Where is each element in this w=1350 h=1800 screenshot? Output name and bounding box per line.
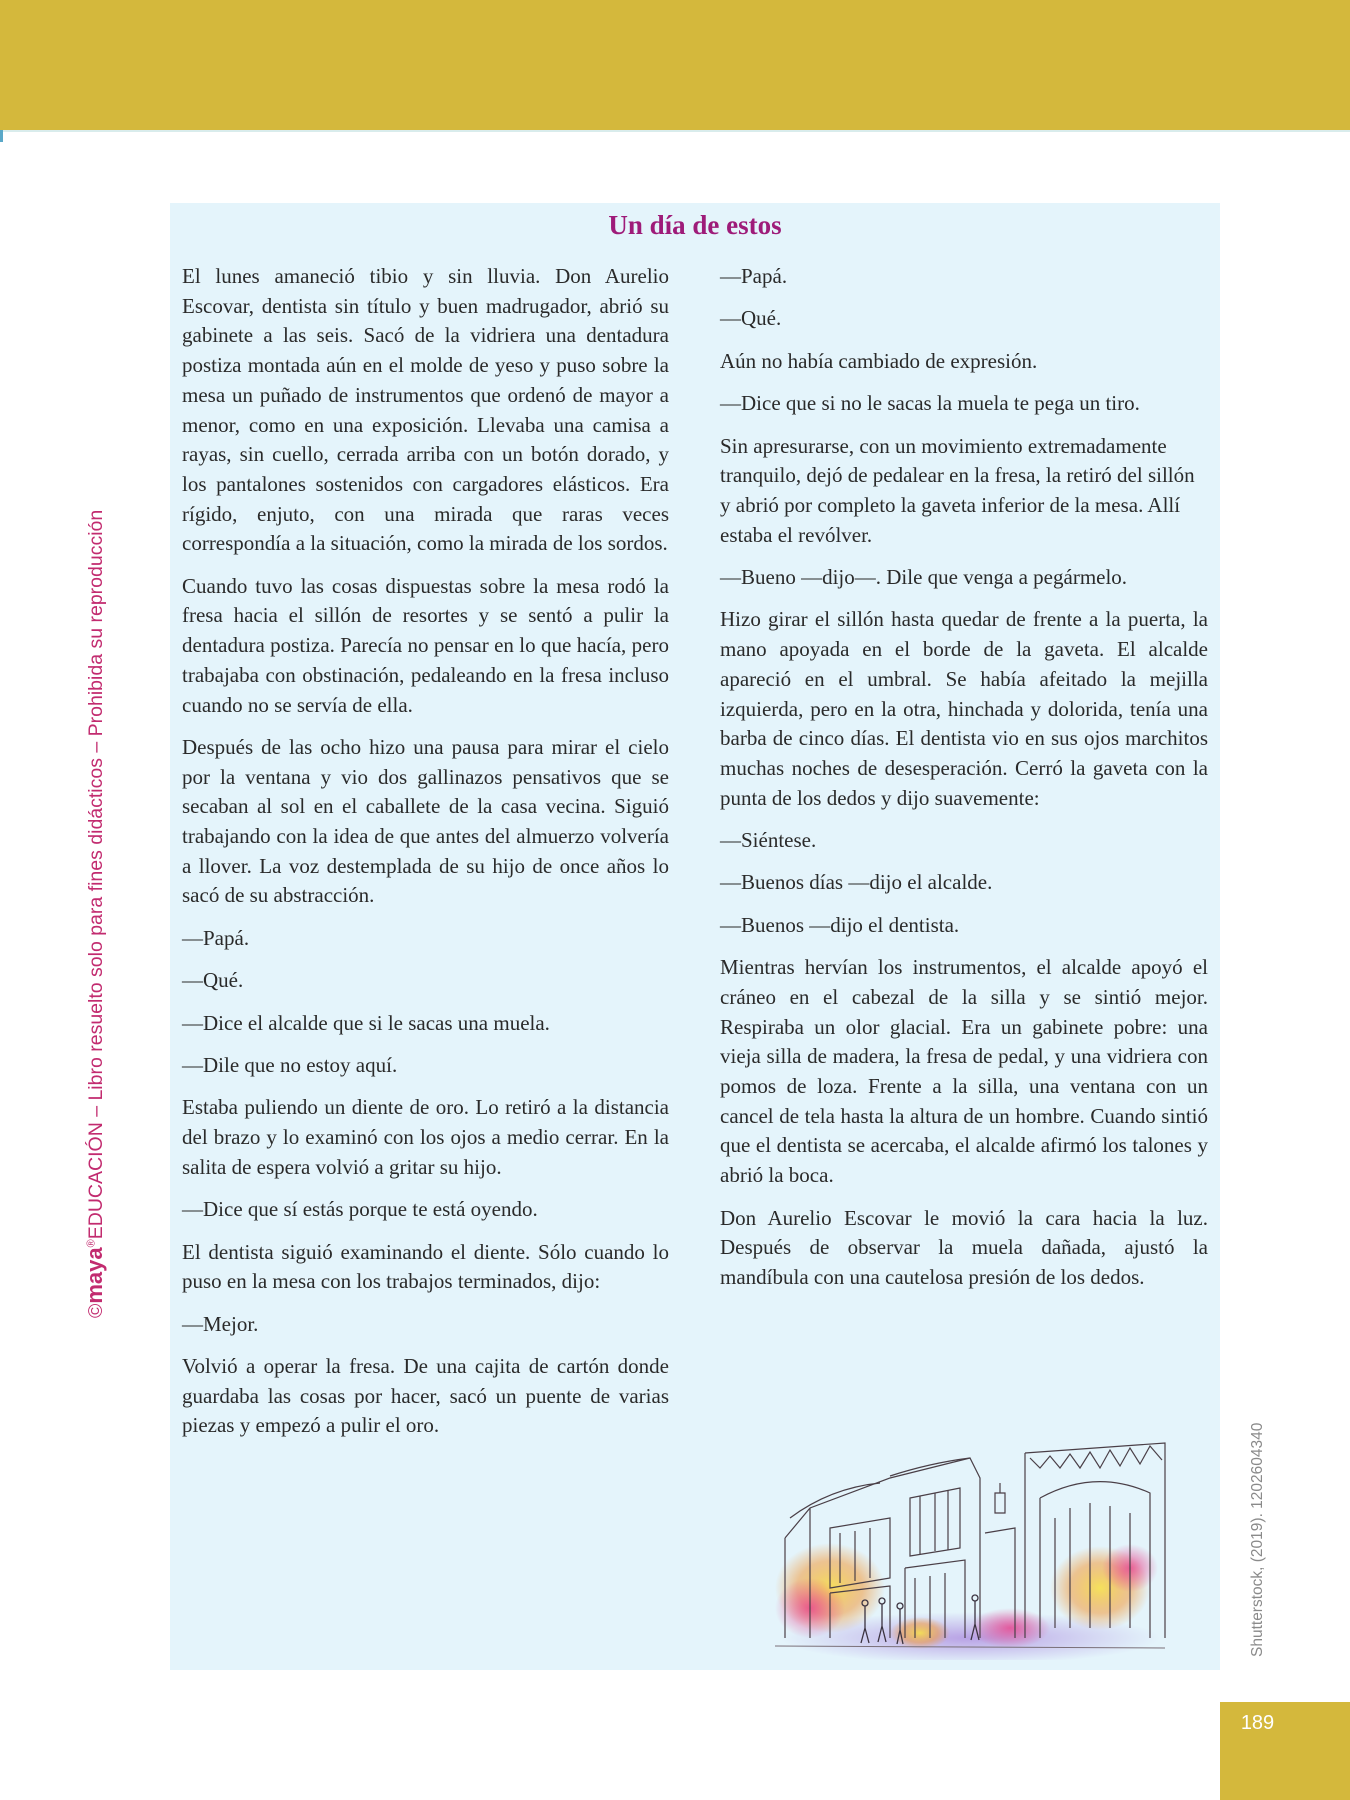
dialogue-line: —Dice que si no le sacas la muela te pega un tiro. [720,391,1140,416]
brand-logo: maya [82,1247,107,1304]
dialogue-line: —Mejor. [182,1311,259,1336]
dialogue-line: —Qué. [720,306,782,331]
page-number: 189 [1240,1712,1275,1734]
dialogue-line: —Qué. [182,968,244,993]
watercolor-splashes [775,1543,1160,1660]
street-illustration [770,1438,1170,1660]
dialogue-line: —Dile que no estoy aquí. [182,1053,398,1077]
dialogue-line: —Papá. [182,925,250,950]
side-note-text: EDUCACIÓN – Libro resuelto solo para fines didácticos – Prohibida su reproducción [85,509,107,1240]
dialogue-line: —Buenos días —dijo el alcalde. [720,870,993,895]
paragraph: Don Aurelio Escovar le movió la cara hacia la luz. Después de observar la muela dañada, ajustó la mandíbula con una cautelosa presión de los dedos. [720,1205,1208,1289]
paragraph: Hizo girar el sillón hasta quedar de frente a la puerta, la mano apoyada en el borde de la gaveta. El alcalde apareció en el umbral. Se había afeitado la mejilla izquierda, pero en la otra, hinchada y dolorida, tenía una barba de cinco días. El dentista vio en sus ojos marchitos muchas noches de desesperación. Cerró la gaveta con la punta de los dedos y dijo suavemente: [720,607,1208,810]
paragraph: Mientras hervían los instrumentos, el alcalde apoyó el cráneo en el cabezal de la silla y se sintió mejor. Respiraba un olor glacial. Era un gabinete pobre: una vieja silla de madera, la fresa de pedal, y una vidriera con pomos de loza. Frente a la silla, una ventana con un cancel de tela hasta la altura de un hombre. Cuando sintió que el dentista se acercaba, el alcalde afirmó los talones y abrió la boca. [720,955,1208,1188]
paragraph: Aún no había cambiado de expresión. [720,348,1038,373]
header-rule [0,130,1350,132]
left-column [182,262,669,1454]
paragraph: Cuando tuvo las cosas dispuestas sobre la mesa rodó la fresa hacia el sillón de resortes y se sentó a pulir la dentadura postiza. Parecía no pensar en lo que hacía, pero trabajaba con obstinación, pedaleando en la fresa incluso cuando no se servía de ella. [182,573,669,717]
paragraph: El lunes amaneció tibio y sin lluvia. Don Aurelio Escovar, dentista sin título y buen madrugador, abrió su gabinete a las seis. Sacó de la vidriera una dentadura postiza montada aún en el molde de yeso y puso sobre la mesa un puñado de instrumentos que ordenó de mayor a menor, como en una exposición. Llevaba una camisa a rayas, sin cuello, cerrada arriba con un botón dorado, y los pantalones sostenidos con cargadores elásticos. Era rígido, enjuto, con una mirada que raras veces correspondía a la situación, como la mirada de los sordos. [182,264,669,556]
dialogue-line: —Papá. [720,264,788,288]
paragraph: Volvió a operar la fresa. De una cajita de cartón donde guardaba las cosas por hacer, sacó un puente de varias piezas y empezó a pulir el oro. [182,1354,669,1438]
header-band [0,0,1350,130]
copyright-symbol: © [85,1303,107,1318]
paragraph: Sin apresurarse, con un movimiento extremadamente tranquilo, dejó de pedalear en la fresa, la retiró del sillón y abrió por completo la gaveta inferior de la mesa. Allí estaba el revólver. [720,433,1195,547]
copyright-side-note [82,458,108,1318]
registered-symbol: ® [85,1239,98,1248]
header-tick [0,130,3,142]
dialogue-line: —Dice el alcalde que si le sacas una muela. [182,1010,550,1035]
dialogue-line: —Buenos —dijo el dentista. [720,912,960,937]
story-title: Un día de estos [608,210,782,240]
paragraph: El dentista siguió examinando el diente. Sólo cuando lo puso en la mesa con los trabajos terminados, dijo: [182,1239,669,1294]
dialogue-line: —Siéntese. [720,828,817,853]
image-credit: Shutterstock, (2019). 1202604340 [1249,1422,1266,1657]
dialogue-line: —Dice que sí estás porque te está oyendo. [182,1197,538,1222]
dialogue-line: —Bueno —dijo—. Dile que venga a pegármelo. [720,565,1128,590]
right-column [720,262,1208,1305]
paragraph: Después de las ocho hizo una pausa para mirar el cielo por la ventana y vio dos gallinazos pensativos que se secaban al sol en el caballete de la casa vecina. Siguió trabajando con la idea de que antes del almuerzo volvería a llover. La voz destemplada de su hijo de once años lo sacó de su abstracción. [182,734,669,908]
paragraph: Estaba puliendo un diente de oro. Lo retiró a la distancia del brazo y lo examinó con los ojos a medio cerrar. En la salita de espera volvió a gritar su hijo. [182,1095,669,1179]
